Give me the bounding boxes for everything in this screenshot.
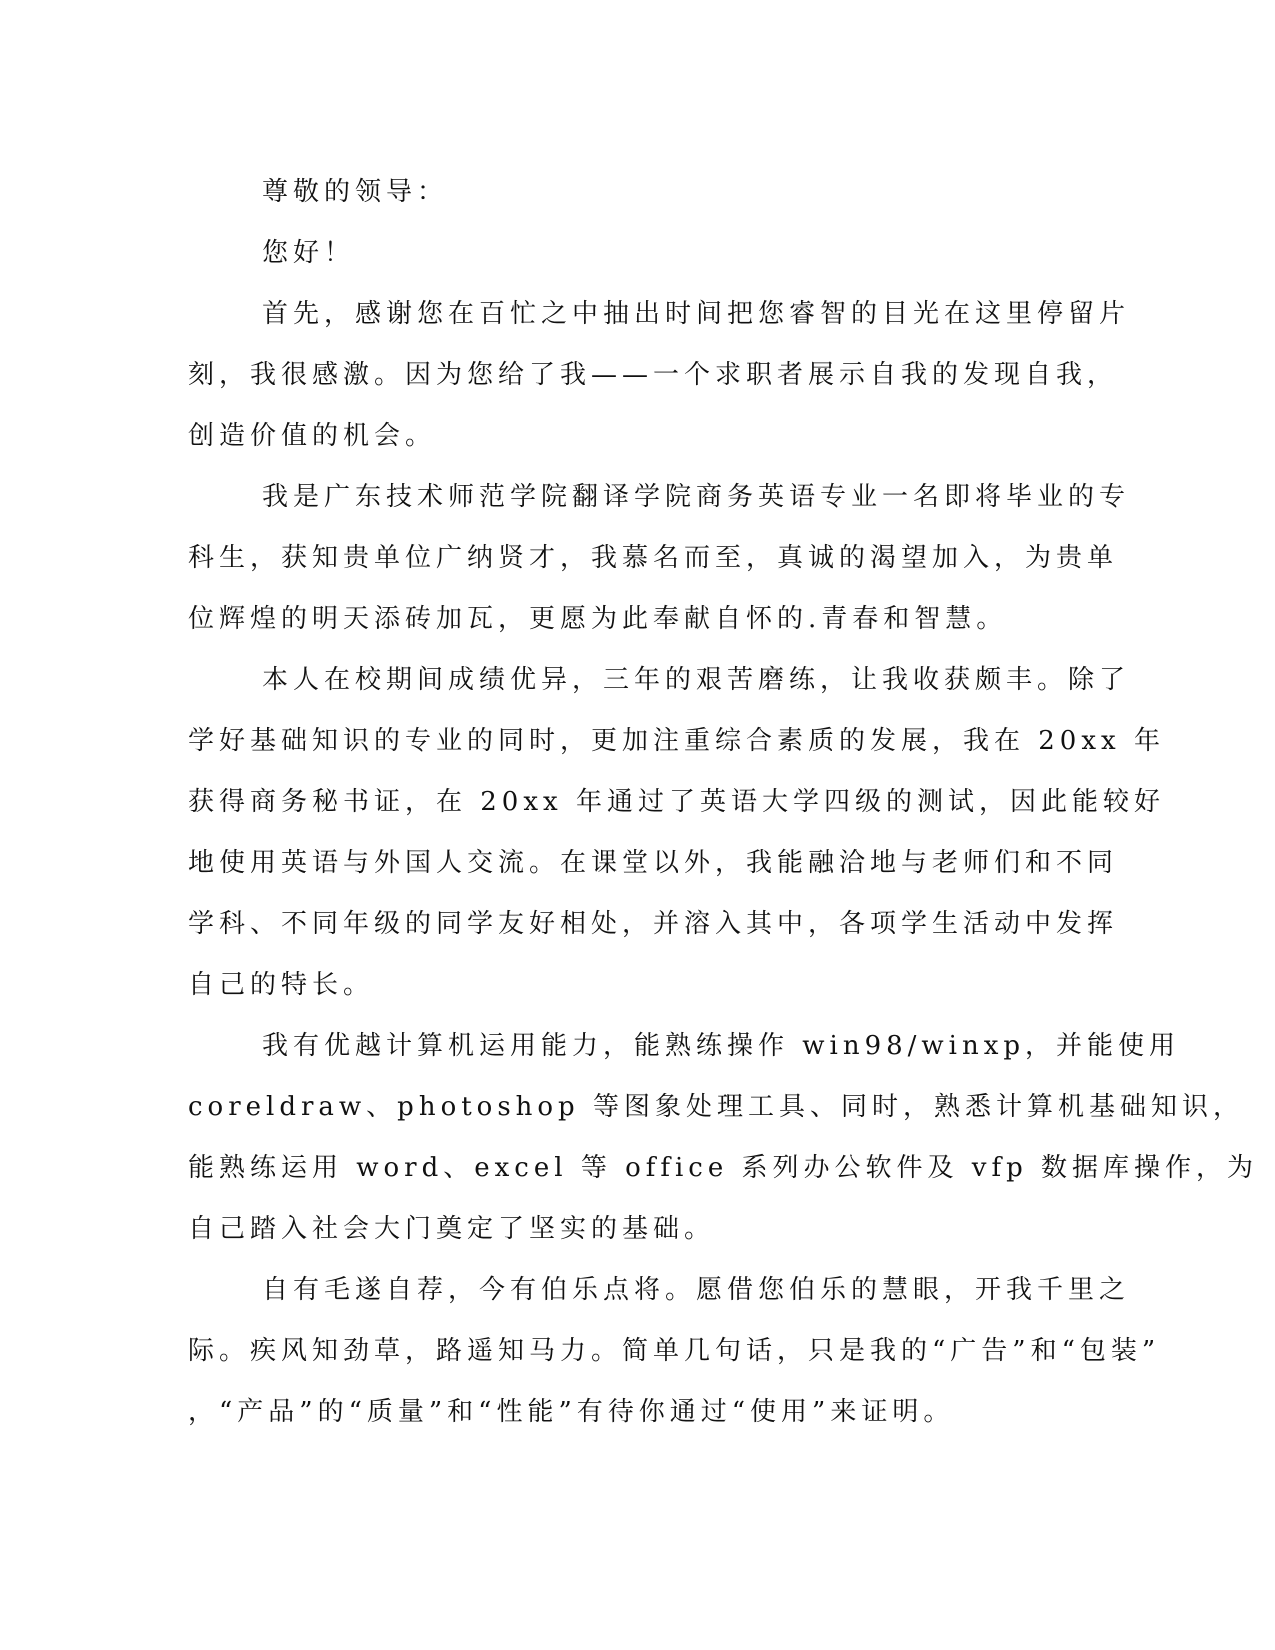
paragraph-3-line-5: 学科、不同年级的同学友好相处，并溶入其中，各项学生活动中发挥: [188, 909, 1119, 939]
paragraph-5-line-1: 自有毛遂自荐，今有伯乐点将。愿借您伯乐的慧眼，开我千里之: [262, 1275, 1131, 1305]
paragraph-2-line-2: 科生，获知贵单位广纳贤才，我慕名而至，真诚的渴望加入，为贵单: [188, 543, 1119, 573]
paragraph-3-line-4: 地使用英语与外国人交流。在课堂以外，我能融洽地与老师们和不同: [188, 848, 1119, 878]
paragraph-4-line-1: 我有优越计算机运用能力，能熟练操作 win98/winxp，并能使用: [262, 1031, 1181, 1061]
paragraph-4-line-3: 能熟练运用 word、excel 等 office 系列办公软件及 vfp 数据库操作，为: [188, 1153, 1259, 1183]
paragraph-1-line-3: 创造价值的机会。: [188, 421, 437, 451]
paragraph-3-line-6: 自己的特长。: [188, 970, 375, 1000]
paragraph-5-line-2: 际。疾风知劲草，路遥知马力。简单几句话，只是我的“广告”和“包装”: [188, 1336, 1161, 1366]
greeting-line: 尊敬的领导：: [262, 177, 449, 207]
paragraph-2-line-1: 我是广东技术师范学院翻译学院商务英语专业一名即将毕业的专: [262, 482, 1131, 512]
cover-letter-body: [188, 162, 1259, 1443]
salutation-line: 您好！: [262, 238, 356, 268]
paragraph-3-line-3: 获得商务秘书证，在 20xx 年通过了英语大学四级的测试，因此能较好: [188, 787, 1165, 817]
paragraph-3-line-1: 本人在校期间成绩优异，三年的艰苦磨练，让我收获颇丰。除了: [262, 665, 1131, 695]
paragraph-4-line-4: 自己踏入社会大门奠定了坚实的基础。: [188, 1214, 716, 1244]
paragraph-1-line-1: 首先，感谢您在百忙之中抽出时间把您睿智的目光在这里停留片: [262, 299, 1131, 329]
paragraph-1-line-2: 刻，我很感激。因为您给了我——一个求职者展示自我的发现自我，: [188, 360, 1119, 390]
paragraph-4-line-2: coreldraw、photoshop 等图象处理工具、同时，熟悉计算机基础知识，: [188, 1092, 1244, 1122]
paragraph-2-line-3: 位辉煌的明天添砖加瓦，更愿为此奉献自怀的.青春和智慧。: [188, 604, 1008, 634]
paragraph-5-line-3: ，“产品”的“质量”和“性能”有待你通过“使用”来证明。: [188, 1397, 955, 1427]
paragraph-3-line-2: 学好基础知识的专业的同时，更加注重综合素质的发展，我在 20xx 年: [188, 726, 1165, 756]
